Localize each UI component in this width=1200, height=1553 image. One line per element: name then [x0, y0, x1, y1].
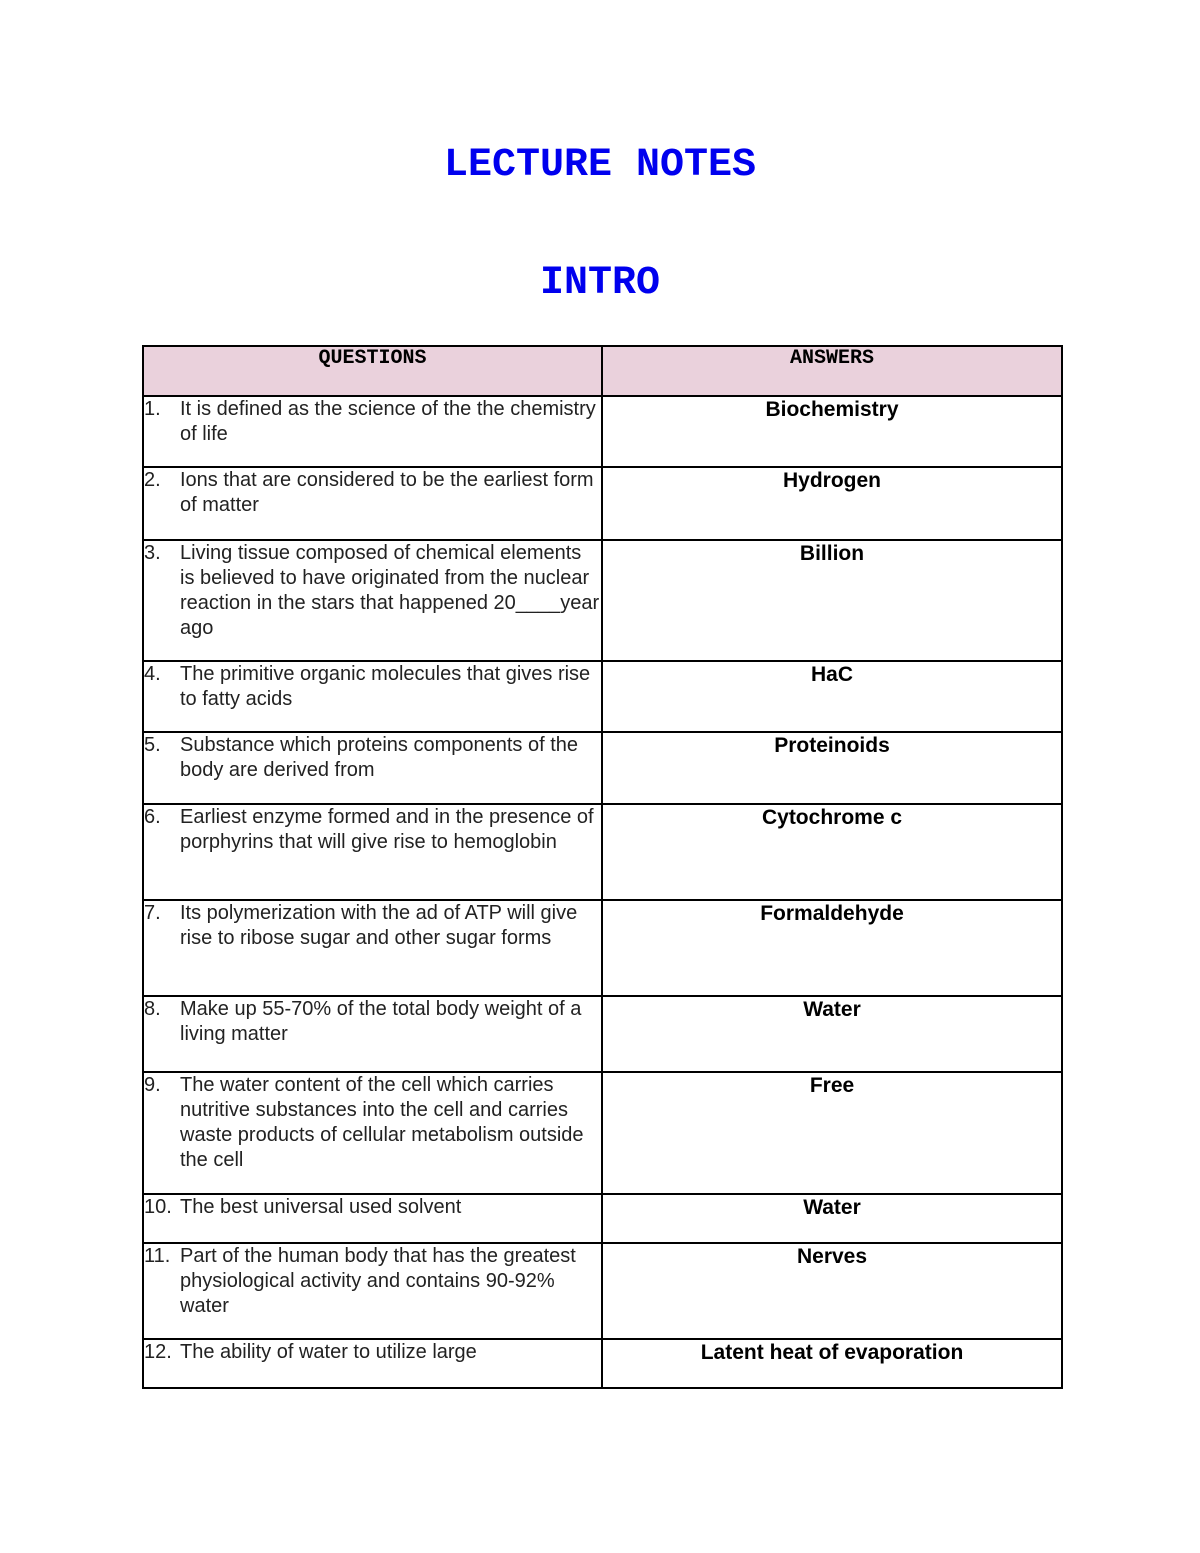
question-text: Part of the human body that has the greatest physiological activity and contains 90-92% water	[180, 1245, 576, 1317]
question-number: 6.	[144, 806, 161, 828]
section-title: INTRO	[539, 261, 661, 306]
table-row	[143, 1072, 1062, 1194]
table-row	[143, 732, 1062, 804]
question-cell	[143, 1194, 602, 1243]
question-cell	[143, 396, 602, 467]
answer-cell: Water	[602, 1194, 1062, 1243]
table-row	[143, 1243, 1062, 1339]
answers-header: ANSWERS	[602, 346, 1062, 396]
question-number: 1.	[144, 398, 161, 420]
question-text: Make up 55-70% of the total body weight of a living matter	[180, 998, 582, 1045]
table-row	[143, 996, 1062, 1072]
answer-cell: Latent heat of evaporation	[602, 1339, 1062, 1388]
table-body	[143, 396, 1062, 1388]
answer-cell: Proteinoids	[602, 732, 1062, 804]
question-number: 9.	[144, 1074, 161, 1096]
qa-table	[142, 345, 1063, 1389]
question-cell	[143, 1243, 602, 1339]
question-number: 11.	[144, 1245, 171, 1267]
answer-cell: Billion	[602, 540, 1062, 661]
table-row	[143, 467, 1062, 540]
question-text: The primitive organic molecules that gives rise to fatty acids	[180, 663, 591, 710]
table-row	[143, 1339, 1062, 1388]
question-cell	[143, 1339, 602, 1388]
question-cell	[143, 1072, 602, 1194]
question-number: 7.	[144, 902, 161, 924]
question-cell	[143, 540, 602, 661]
question-text: It is defined as the science of the the chemistry of life	[180, 398, 596, 445]
question-cell	[143, 900, 602, 996]
answer-cell: Hydrogen	[602, 467, 1062, 540]
question-number: 12.	[144, 1341, 172, 1363]
answer-cell: Water	[602, 996, 1062, 1072]
answer-cell: HaC	[602, 661, 1062, 732]
question-number: 3.	[144, 542, 161, 564]
question-number: 10.	[144, 1196, 172, 1218]
answer-cell: Free	[602, 1072, 1062, 1194]
question-cell	[143, 467, 602, 540]
question-text: The water content of the cell which carries nutritive substances into the cell and carries waste products of cellular metabolism outside the cell	[180, 1074, 584, 1171]
page-title: LECTURE NOTES	[443, 143, 757, 188]
question-text: Its polymerization with the ad of ATP will give rise to ribose sugar and other sugar forms	[180, 902, 578, 949]
question-text: Earliest enzyme formed and in the presence of porphyrins that will give rise to hemoglobin	[180, 806, 594, 853]
question-cell	[143, 661, 602, 732]
question-number: 8.	[144, 998, 161, 1020]
table-row	[143, 661, 1062, 732]
question-number: 4.	[144, 663, 161, 685]
question-text: The best universal used solvent	[180, 1196, 462, 1218]
question-text: Ions that are considered to be the earliest form of matter	[180, 469, 594, 516]
table-row	[143, 900, 1062, 996]
question-number: 2.	[144, 469, 161, 491]
questions-header: QUESTIONS	[143, 346, 602, 396]
table-row	[143, 1194, 1062, 1243]
question-text: Substance which proteins components of the body are derived from	[180, 734, 579, 781]
table-header-row	[143, 346, 1062, 396]
question-text: Living tissue composed of chemical elements is believed to have originated from the nuclear reaction in the stars that happened 20____year ago	[180, 542, 600, 639]
table-row	[143, 804, 1062, 900]
question-text: The ability of water to utilize large	[180, 1341, 477, 1363]
question-number: 5.	[144, 734, 161, 756]
table-row	[143, 396, 1062, 467]
question-cell	[143, 732, 602, 804]
question-cell	[143, 996, 602, 1072]
answer-cell: Formaldehyde	[602, 900, 1062, 996]
answer-cell: Cytochrome c	[602, 804, 1062, 900]
answer-cell: Nerves	[602, 1243, 1062, 1339]
answer-cell: Biochemistry	[602, 396, 1062, 467]
table-row	[143, 540, 1062, 661]
question-cell	[143, 804, 602, 900]
